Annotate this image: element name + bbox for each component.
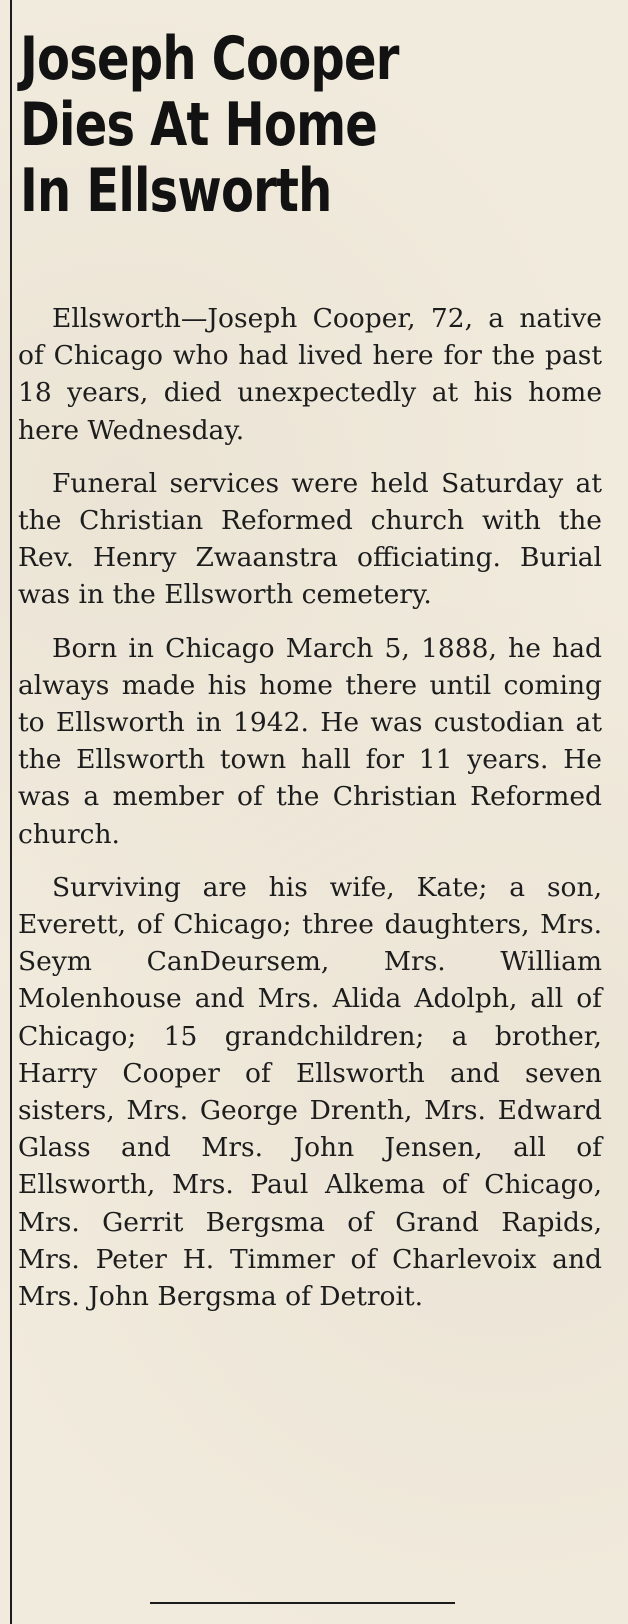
paragraph-dateline: Ellsworth—Joseph Cooper, 72, a native of Chicago who had lived here for the past 18 years, died unexpectedly at his home here Wednesday. bbox=[18, 303, 602, 446]
headline-line-1: Joseph Cooper bbox=[20, 24, 399, 94]
paragraph-survivors: Surviving are his wife, Kate; a son, Everett, of Chicago; three daughters, Mrs. Seym CanDeursem, Mrs. William Molenhouse and Mrs. Alida Adolph, all of Chicago; 15 grandchildren; a brother, Harry Cooper of Ellsworth and seven sisters, Mrs. George Drenth, Mrs. Edward Glass and Mrs. John Jensen, all of Ellsworth, Mrs. Paul Alkema of Chicago, Mrs. Gerrit Bergsma of Grand Rapids, Mrs. Peter H. Timmer of Charlevoix and Mrs. John Bergsma of Detroit. bbox=[18, 871, 602, 1313]
end-rule bbox=[150, 1602, 455, 1604]
paragraph-biography: Born in Chicago March 5, 1888, he had always made his home there until coming to Ellsworth in 1942. He was custodian at the Ellsworth town hall for 11 years. He was a member of the Christian Reformed church. bbox=[18, 632, 602, 850]
column-rule bbox=[10, 0, 12, 1624]
headline-line-2: Dies At Home bbox=[20, 90, 378, 160]
paragraph-funeral: Funeral services were held Saturday at the Christian Reformed church with the Rev. Henry Zwaanstra officiating. Burial was in the Ellsworth cemetery. bbox=[18, 467, 602, 611]
article-body bbox=[18, 300, 602, 1331]
headline bbox=[20, 26, 468, 224]
headline-line-3: In Ellsworth bbox=[20, 156, 332, 226]
